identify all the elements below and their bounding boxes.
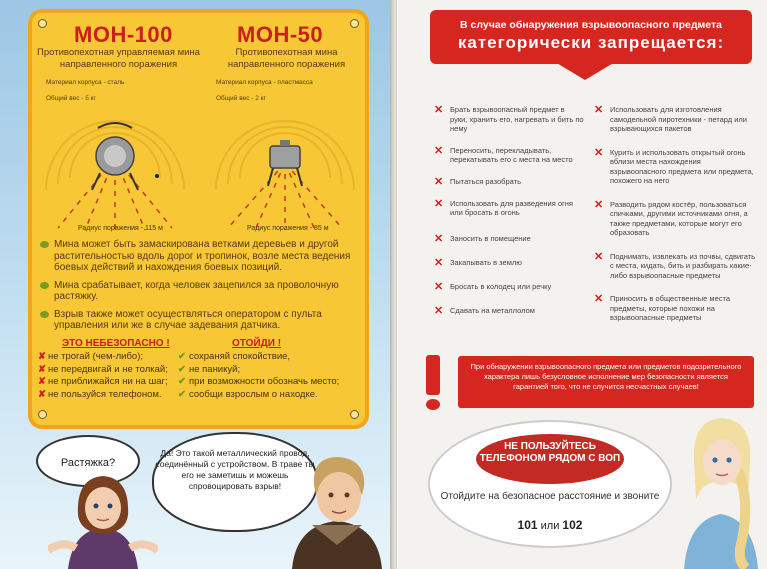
- cross-icon: ✕: [434, 256, 444, 269]
- card-hole-icon: [38, 410, 47, 419]
- cross-icon: ✕: [594, 250, 604, 263]
- banner-line2: категорически запрещается:: [457, 33, 725, 52]
- card-hole-icon: [38, 19, 47, 28]
- emergency-number-102: 102: [562, 518, 583, 532]
- mon100-subtitle: Противопехотная управляемая мина направленного поражения: [37, 47, 200, 70]
- mon100-title: МОН-100: [74, 22, 173, 47]
- cross-icon: ✕: [434, 280, 444, 293]
- or-text: или: [540, 520, 560, 532]
- prohibition-list-2: [594, 105, 756, 332]
- cross-icon: ✘: [38, 388, 46, 400]
- bullet-icon: [40, 241, 49, 248]
- cross-icon: ✕: [434, 104, 444, 116]
- safety-warning-box: При обнаружении взрывоопасного предмета или предметов подозрительного характера лишь безусловное исполнение мер безопасности является гарантией того, что не случится несчастных случаев!: [458, 356, 754, 408]
- blonde-girl-character-illustration: [676, 410, 766, 569]
- list-item: ✔ сохраняй спокойствие,: [178, 351, 291, 362]
- no-phone-badge: НЕ ПОЛЬЗУЙТЕСЬ ТЕЛЕФОНОМ РЯДОМ С ВОП: [476, 434, 624, 484]
- list-item: ✘ не трогай (чем-либо);: [38, 351, 144, 362]
- emergency-numbers: [440, 518, 660, 532]
- safe-title: ОТОЙДИ !: [232, 338, 282, 349]
- mon100-material: Материал корпуса - сталь: [46, 79, 125, 86]
- cross-icon: ✘: [38, 363, 46, 375]
- list-item: ✔ при возможности обозначь место;: [178, 376, 340, 387]
- exclamation-dot-icon: [426, 399, 440, 410]
- check-icon: ✔: [178, 376, 186, 387]
- list-item: ✕ Использовать для разведения огня или бросать в огонь: [434, 197, 573, 217]
- cross-icon: ✕: [594, 293, 604, 305]
- banner-pointer: [555, 62, 615, 80]
- mon50-radius: Радиус поражения - 85 м: [247, 225, 329, 232]
- list-item: ✔ сообщи взрослым о находке.: [178, 388, 318, 400]
- list-item: ✕ Пытаться разобрать: [434, 175, 521, 188]
- man-character-illustration: [282, 455, 390, 569]
- list-item: ✕ Сдавать на металлолом: [434, 304, 535, 317]
- check-icon: ✔: [178, 363, 186, 375]
- mon100-radius: Радиус поражения - 115 м: [78, 225, 163, 232]
- emergency-number-101: 101: [517, 518, 538, 532]
- banner-line1: В случае обнаружения взрывоопасного предмета: [460, 19, 722, 31]
- danger-list: [38, 351, 168, 401]
- exclamation-icon: [426, 355, 440, 395]
- list-item: ✕ Брать взрывоопасный предмет в руки, хранить его, нагревать и бить по нему: [434, 104, 584, 133]
- check-icon: ✔: [178, 351, 186, 362]
- mine-info-card: [28, 9, 369, 429]
- list-item: ✘ не передвигай и не толкай;: [38, 363, 168, 375]
- mon50-material: Материал корпуса - пластмасса: [216, 79, 313, 86]
- bullet-icon: [40, 311, 49, 318]
- list-item: Мина может быть замаскирована ветками деревьев и другой растительностью вдоль дорог и тропинок, возле места ведения боевых действий и нахождения боевых позиций.: [40, 239, 362, 274]
- call-info-bubble: [428, 420, 672, 548]
- mon50-diagram: [210, 118, 360, 233]
- cross-icon: ✕: [434, 175, 444, 188]
- speech-bubble-question: Растяжка?: [36, 435, 140, 487]
- list-item: Взрыв также может осуществляться оператором с пульта управления или же в случае задевания датчика.: [40, 309, 362, 332]
- mon100-diagram: [40, 118, 190, 233]
- list-item: ✕ Закапывать в землю: [434, 256, 522, 269]
- card-hole-icon: [350, 19, 359, 28]
- list-item: ✘ не пользуйся телефоном.: [38, 388, 162, 400]
- cross-icon: ✕: [434, 232, 444, 245]
- list-item: ✕ Заносить в помещение: [434, 232, 531, 245]
- mon50-title: МОН-50: [237, 22, 324, 47]
- list-item: ✘ не приближайся ни на шаг;: [38, 376, 168, 387]
- cross-icon: ✕: [434, 304, 444, 317]
- prohibition-list-1: [434, 105, 584, 325]
- girl-character-illustration: [48, 470, 158, 569]
- mon50-weight: Общий вес - 2 кг: [216, 95, 266, 102]
- list-item: ✕ Использовать для изготовления самодельной пиротехники - петард или взрывающихся пакетов: [594, 104, 747, 133]
- list-item: ✕ Курить и использовать открытый огонь вблизи места нахождения взрывоопасного предмета или предмета, похожего на него: [594, 146, 754, 185]
- safe-list: [178, 351, 339, 401]
- prohibition-banner: [430, 10, 752, 64]
- cross-icon: ✘: [38, 351, 46, 362]
- cross-icon: ✕: [594, 104, 604, 116]
- list-item: ✔ не паникуй;: [178, 363, 241, 375]
- cross-icon: ✕: [434, 144, 444, 157]
- mon50-subtitle: Противопехотная мина направленного поражения: [227, 47, 346, 70]
- mine-facts-list: [40, 239, 362, 338]
- danger-title: ЭТО НЕБЕЗОПАСНО !: [62, 338, 170, 349]
- list-item: ✕ Приносить в общественные места предметы, которые похожи на взрывоопасные предметы: [594, 293, 731, 322]
- bullet-icon: [40, 282, 49, 289]
- list-item: ✕ Поднимать, извлекать из почвы, сдвигать с места, кидать, бить и разбирать какие-либо взрывоопасные предметы: [594, 250, 756, 280]
- list-item: ✕ Переносить, перекладывать, перекатывать его с места на место: [434, 144, 573, 164]
- speech-bubble-answer: Да! Это такой металлический провод, соединённый с устройством. В траве ты его не заметишь и можешь спровоцировать взрыв!: [152, 432, 318, 532]
- list-item: Мина срабатывает, когда человек зацепился за проволочную растяжку.: [40, 280, 362, 303]
- mon100-weight: Общий вес - 5 кг: [46, 95, 96, 102]
- cross-icon: ✘: [38, 376, 46, 387]
- list-item: ✕ Бросать в колодец или речку: [434, 280, 552, 293]
- cross-icon: ✕: [594, 146, 604, 159]
- check-icon: ✔: [178, 388, 186, 400]
- cross-icon: ✕: [434, 197, 444, 210]
- cross-icon: ✕: [594, 198, 604, 211]
- card-hole-icon: [350, 410, 359, 419]
- call-instruction: Отойдите на безопасное расстояние и звоните: [440, 491, 660, 502]
- list-item: ✕ Разводить рядом костёр, пользоваться спичками, другими источниками огня, а также предметами, которые могут его образовать: [594, 198, 748, 237]
